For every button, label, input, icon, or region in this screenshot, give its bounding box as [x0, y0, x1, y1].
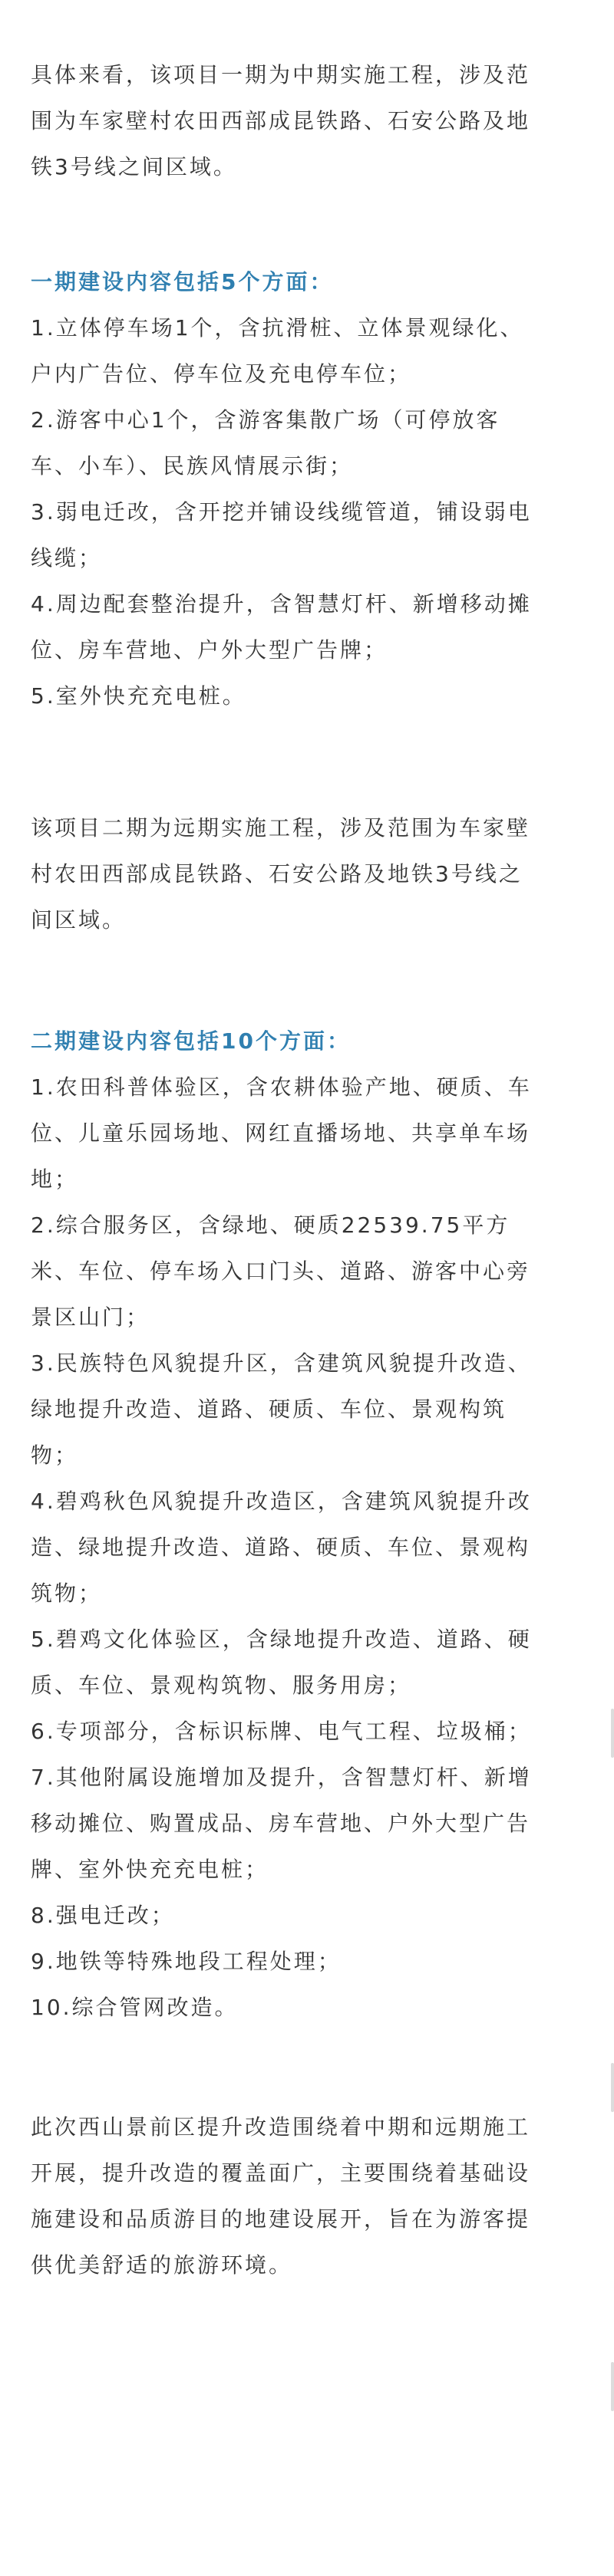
closing-line: 开展，提升改造的覆盖面广，主要围绕着基础设 [31, 2160, 531, 2186]
list-item [31, 305, 580, 397]
list-item [31, 1617, 580, 1709]
list-item-line: 户内广告位、停车位及充电停车位； [31, 361, 412, 387]
list-item [31, 1064, 580, 1202]
list-item [31, 1479, 580, 1617]
list-item-line: 米、车位、停车场入口门头、道路、游客中心旁 [31, 1258, 531, 1284]
list-item-line: 车、小车）、民族风情展示街； [31, 453, 354, 479]
list-item-line: 1.立体停车场1个，含抗滑桩、立体景观绿化、 [31, 315, 524, 341]
list-item-line: 4.碧鸡秋色风貌提升改造区，含建筑风貌提升改 [31, 1489, 532, 1514]
phase1-heading: 一期建设内容包括5个方面： [31, 269, 334, 294]
list-item-line: 地； [31, 1166, 79, 1192]
list-item-line: 3.民族特色风貌提升区，含建筑风貌提升改造、 [31, 1351, 532, 1376]
list-item-line: 1.农田科普体验区，含农耕体验产地、硬质、车 [31, 1074, 532, 1100]
phase2-heading: 二期建设内容包括10个方面： [31, 1028, 351, 1054]
closing-paragraph [31, 2104, 580, 2288]
list-item [31, 1709, 580, 1755]
list-item-line: 10.综合管网改造。 [31, 1995, 239, 2020]
list-item-line: 9.地铁等特殊地段工程处理； [31, 1949, 342, 1974]
list-item-line: 景区山门； [31, 1304, 150, 1330]
scrollbar-marker[interactable] [611, 2063, 614, 2112]
scrollbar-marker[interactable] [611, 2362, 614, 2411]
list-item-line: 牌、室外快充充电桩； [31, 1857, 269, 1882]
list-item [31, 1939, 580, 1985]
phase2-list [31, 1064, 580, 2031]
intro-line: 围为车家壁村农田西部成昆铁路、石安公路及地 [31, 108, 531, 133]
list-item [31, 489, 580, 581]
list-item [31, 1985, 580, 2031]
intro-line: 具体来看，该项目一期为中期实施工程，涉及范 [31, 62, 531, 87]
list-item-line: 6.专项部分，含标识标牌、电气工程、垃圾桶； [31, 1719, 532, 1744]
list-item [31, 397, 580, 489]
list-item-line: 2.综合服务区，含绿地、硬质22539.75平方 [31, 1212, 510, 1238]
closing-line: 施建设和品质游目的地建设展开，旨在为游客提 [31, 2206, 531, 2232]
list-item-line: 移动摊位、购置成品、房车营地、户外大型广告 [31, 1811, 531, 1836]
list-item-line: 线缆； [31, 545, 103, 571]
scrollbar-marker[interactable] [611, 1709, 614, 1758]
list-item-line: 7.其他附属设施增加及提升，含智慧灯杆、新增 [31, 1765, 532, 1790]
list-item [31, 673, 580, 719]
list-item-line: 2.游客中心1个，含游客集散广场（可停放客 [31, 407, 500, 433]
list-item-line: 8.强电迁改； [31, 1903, 175, 1928]
list-item [31, 1341, 580, 1479]
article-body [31, 52, 580, 2288]
list-item-line: 5.碧鸡文化体验区，含绿地提升改造、道路、硬 [31, 1627, 532, 1652]
intro-paragraph [31, 52, 580, 190]
list-item-line: 物； [31, 1443, 79, 1468]
intro-line: 铁3号线之间区域。 [31, 154, 237, 179]
list-item-line: 位、儿童乐园场地、网红直播场地、共享单车场 [31, 1120, 531, 1146]
phase2-intro-line: 该项目二期为远期实施工程，涉及范围为车家壁 [31, 815, 531, 841]
list-item-line: 位、房车营地、户外大型广告牌； [31, 637, 388, 663]
list-item-line: 绿地提升改造、道路、硬质、车位、景观构筑 [31, 1397, 507, 1422]
list-item [31, 1893, 580, 1939]
list-item-line: 筑物； [31, 1581, 103, 1606]
closing-line: 供优美舒适的旅游环境。 [31, 2252, 293, 2278]
phase2-intro-line: 村农田西部成昆铁路、石安公路及地铁3号线之 [31, 861, 523, 887]
list-item-line: 质、车位、景观构筑物、服务用房； [31, 1673, 412, 1698]
list-item [31, 1202, 580, 1341]
list-item [31, 581, 580, 673]
list-item-line: 5.室外快充充电桩。 [31, 683, 246, 709]
list-item-line: 3.弱电迁改，含开挖并铺设线缆管道，铺设弱电 [31, 499, 532, 525]
closing-line: 此次西山景前区提升改造围绕着中期和远期施工 [31, 2114, 531, 2140]
phase2-intro-paragraph [31, 805, 580, 943]
list-item-line: 造、绿地提升改造、道路、硬质、车位、景观构 [31, 1535, 531, 1560]
list-item-line: 4.周边配套整治提升，含智慧灯杆、新增移动摊 [31, 591, 532, 617]
phase2-intro-line: 间区域。 [31, 907, 127, 933]
phase1-list [31, 305, 580, 719]
list-item [31, 1755, 580, 1893]
